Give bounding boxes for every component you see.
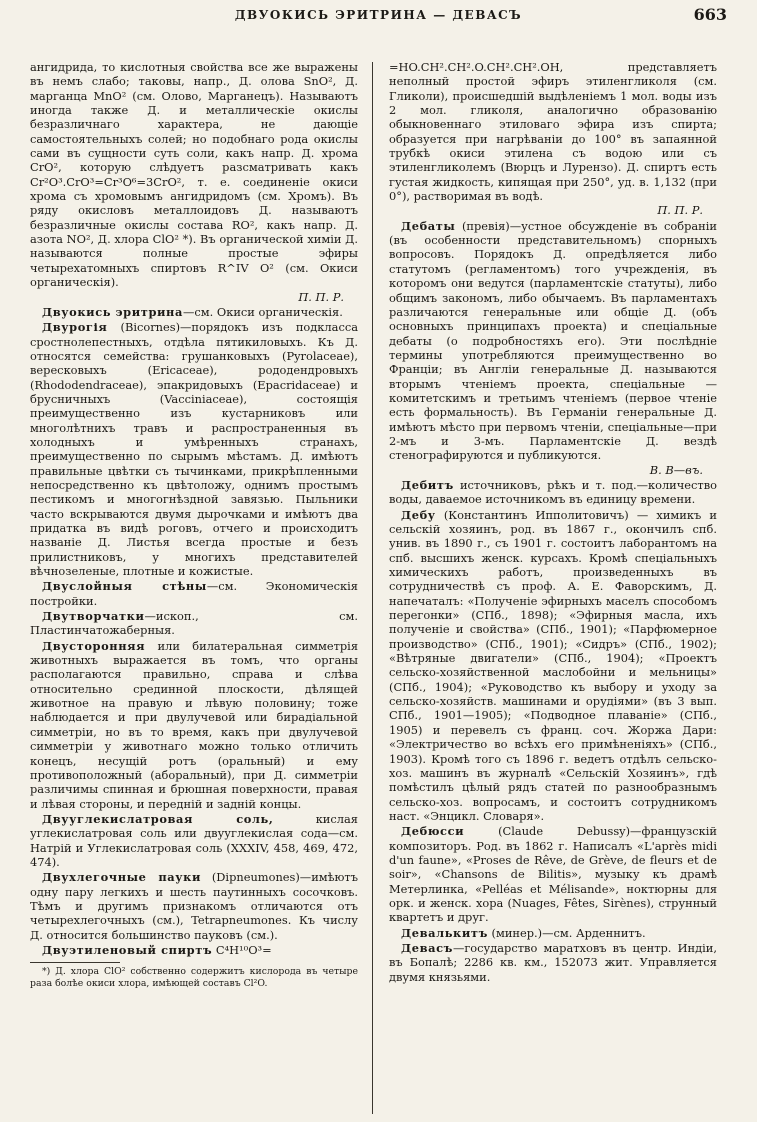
author-signature: П. П. Р. [298,289,344,304]
column-divider [372,62,373,1114]
entry-text: (Dipneumones)—имѣютъ одну пару легкихъ и шесть паутинныхъ сосочковъ. Тѣмъ и другимъ признакомъ отличаются отъ четырехлегочныхъ (см.), Tetrapneumones. Къ числу Д. относится большинство пауковъ (см.). [30,870,358,942]
entry-dvutvorchatki [30,609,358,638]
entry-text: —см. Экономическія постройки. [30,579,358,608]
entry-headword: Двуокись эритрина [42,304,183,319]
entry-dvuetilenovy-spirt [30,943,358,957]
entry-devalkit [389,926,717,940]
entry-text: (минер.)—см. Арденнитъ. [491,925,646,940]
entry-headword: Дебитъ [401,477,454,492]
entry-dvurogiya [30,320,358,578]
right-column [389,60,717,1115]
author-signature: П. П. Р. [657,203,703,218]
entry-dvuokis-eritrina [30,305,358,319]
author-signature: В. В—въ. [649,462,703,477]
entry-text: (Claude Debussy)—французскій композиторъ. Род. въ 1862 г. Написалъ «L'après midi d'un faune», «Proses de Rêve, de Grève, de fleurs et de soir», «Chansons de Bilitis», музыку къ драмѣ Метерлинка, «Pelléas et Mélisande», ноктюрны для орк. и женск. хора (Nuages, Fêtes, Sirènes), струнный квартетъ и друг. [389,824,717,925]
entry-headword: Двуэтиленовый спиртъ [42,942,213,957]
entry-debyussi [389,824,717,924]
entry-debu [389,508,717,824]
entry-text: —см. Окиси органическія. [182,304,343,319]
entry-headword: Двутворчатки [42,609,145,624]
entry-text: источниковъ, рѣкъ и т. под.—количество воды, даваемое источникомъ въ единицу времени. [389,477,717,507]
entry-text: кислая углекислатровая соль или двууглекислая сода—см. Натрій и Углекислатровая соль (XXXIV, 458, 469, 472, 474). [30,811,358,869]
entry-headword: Двурогія [42,320,108,335]
entry-text: —государство маратховъ въ центр. Индіи, въ Бопалѣ; 2286 кв. км., 152073 жит. Управляется двумя князьями. [389,940,717,984]
entry-dvukhlegochnye-pauki [30,870,358,942]
entry-dvusloynye-steny [30,579,358,608]
running-head: ДВУОКИСЬ ЭРИТРИНА — ДЕВАСЪ [234,8,523,22]
entry-text: или билатеральная симметрія животныхъ выражается въ томъ, что органы располагаются правильно, справа и слѣва относительно срединной плоскости, дѣлящей животное на правую и лѣвую половину; тоже наблюдается и при двулучевой или бирадіальной симметріи, но въ то время, какъ при двулучевой симметріи у животнаго можно только отличить конецъ, несущій ротъ (оральный) и ему противоположный (аборальный), при Д. симметріи различимы спинная и брюшная поверхности, правая и лѣвая стороны, и передній и задній концы. [30,638,358,811]
entry-text: (превія)—устное обсужденіе въ собраніи (въ особенности представительномъ) спорныхъ вопросовъ. Порядокъ Д. опредѣляется либо статутомъ (регламентомъ) того учрежденія, въ которомъ они ведутся (парламентскіе статуты), либо общимъ закономъ, либо обычаемъ. Въ парламентахъ различаются генеральные или общіе Д. (объ основныхъ принципахъ проекта) и спеціальные дебаты (о подробностяхъ его). Эти послѣдніе термины употребляются преимущественно во Франціи; въ Англіи генеральные Д. называются вторымъ чтеніемъ проекта, спеціальные — комитетскимъ и третьимъ чтеніемъ (первое чтеніе есть формальность). Въ Германіи генеральные Д. имѣютъ мѣсто при первомъ чтеніи, спеціальные—при 2-мъ и 3-мъ. Парламентскіе Д. вездѣ стенографируются и публикуются. [389,218,717,463]
entry-headword: Дебаты [401,218,456,233]
entry-continuation [389,60,717,218]
entry-debit [389,478,717,507]
entry-headword: Двусторонняя [42,638,146,653]
footnote-rule [30,962,120,963]
entry-text: —ископ., см. Пластинчатожаберныя. [30,609,358,638]
entry-text: =HO.CH².CH².O.CH².CH².OH, представляетъ неполный простой эфиръ этиленгликоля (см. Гликоли), происшедшій выдѣленіемъ 1 мол. воды изъ 2 мол. гликоля, аналогично образованію обыкновеннаго этиловаго эфира изъ спирта; образуется при нагрѣваніи до 100° въ запаянной трубкѣ окиси этилена съ водою или съ этиленгликолемъ (Вюрцъ и Лурензо). Д. спиртъ есть густая жидкость, кипящая при 250°, уд. в. 1,132 (при 0°), растворимая въ водѣ. [389,60,717,204]
entry-headword: Двууглекислатровая соль, [42,811,274,826]
entry-headword: Дебюсси [401,824,465,839]
left-column [30,60,358,1115]
footnote: *) Д. хлора ClO² собственно содержитъ кислорода въ четыре раза болѣе окиси хлора, имѣющей составъ Cl²O. [30,966,358,989]
entry-text: (Bicornes)—порядокъ изъ подкласса сростнолепестныхъ, отдѣла пятикиловыхъ. Къ Д. относятся семейства: грушанковыхъ (Pyrolaceae), вересковыхъ (Ericaceae), рододендровыхъ (Rhododendraceae), эпакридовыхъ (Epacridaceae) и брусничныхъ (Vacciniaceae), состоящія преимущественно изъ кустарниковъ или многолѣтнихъ травъ и распространенныя въ холодныхъ и умѣренныхъ странахъ, преимущественно по сырымъ мѣстамъ. Д. имѣютъ правильные цвѣтки съ тычинками, прикрѣпленными непосредственно къ цвѣтоложу, однимъ простымъ пестикомъ и многогнѣздной завязью. Пыльники часто вскрываются двумя дырочками и имѣютъ два придатка въ видѣ роговъ, отчего и происходитъ названіе Д. Листья всегда простые и безъ прилистниковъ, у многихъ представителей вѣчнозеленые, плотные и кожистые. [30,320,358,579]
entry-headword: Девалькитъ [401,925,488,940]
entry-headword: Дебу [401,507,436,522]
entry-text: C⁴H¹⁰O³= [215,942,272,957]
entry-headword: Двуслойныя стѣны [42,579,207,594]
entry-devas [389,941,717,984]
entry-dvuuglenatrovaya-sol [30,812,358,869]
entry-text: (Константинъ Ипполитовичъ) — химикъ и сельскій хозяинъ, род. въ 1867 г., окончилъ спб. унив. въ 1890 г., съ 1901 г. состоитъ лаборантомъ на спб. высшихъ женск. курсахъ. Кромѣ спеціальныхъ химическихъ работъ, произведенныхъ въ сотрудничествѣ съ проф. А. Е. Фаворскимъ, Д. напечаталъ: «Полученіе эфирныхъ маселъ способомъ перегонки» (СПб., 1898); «Эфирныя масла, ихъ полученіе и свойства» (СПб., 1901); «Парфюмерное производство» (СПб., 1901); «Сидръ» (СПб., 1902); «Вѣтряные двигатели» (СПб., 1904); «Проектъ сельско-хозяйственной маслобойни и мельницы» (СПб., 1904); «Руководство къ выбору и уходу за сельско-хозяйств. машинами и орудіями» (въ 3 вып. СПб., 1901—1905); «Подводное плаваніе» (СПб., 1905) и перевелъ съ франц. соч. Жоржа Дари: «Электричество во всѣхъ его примѣненіяхъ» (СПб., 1903). Кромѣ того съ 1896 г. ведетъ отдѣлъ сельско-хоз. машинъ въ журналѣ «Сельскій Хозяинъ», гдѣ помѣстилъ цѣлый рядъ статей по разнообразнымъ сельско-хоз. вопросамъ, и состоитъ сотрудникомъ наст. «Энцикл. Словаря». [389,507,717,823]
entry-headword: Двухлегочные пауки [42,870,201,885]
entry-text: ангидрида, то кислотныя свойства все же выражены въ немъ слабо; таковы, напр., Д. олова SnO², Д. марганца MnO² (см. Олово, Марганецъ). Называютъ иногда также Д. и металлическіе окислы безразличнаго характера, не дающіе самостоятельныхъ солей; но подобнаго рода окислы сами въ сущности суть соли, какъ напр. Д. хрома CrO², которую слѣдуетъ разсматривать какъ Cr²O³.CrO³=Cr³O⁶=3CrO², т. е. соединеніе окиси хрома съ хромовымъ ангидридомъ (см. Хромъ). Въ ряду окисловъ металлоидовъ Д. называютъ безразличные окислы состава RO², какъ напр. Д. азота NO², Д. хлора ClO² *). Въ органической химіи Д. называются полные простые эфиры четырехатомныхъ спиртовъ R^IV O² (см. Окиси органическія). [30,60,358,290]
entry-continuation [30,60,358,304]
entry-debaty [389,219,717,477]
page-number: 663 [693,5,727,24]
entry-dvustoronnyaya-simmetriya [30,639,358,811]
page-header [0,0,757,28]
entry-headword: Девасъ [401,940,453,955]
